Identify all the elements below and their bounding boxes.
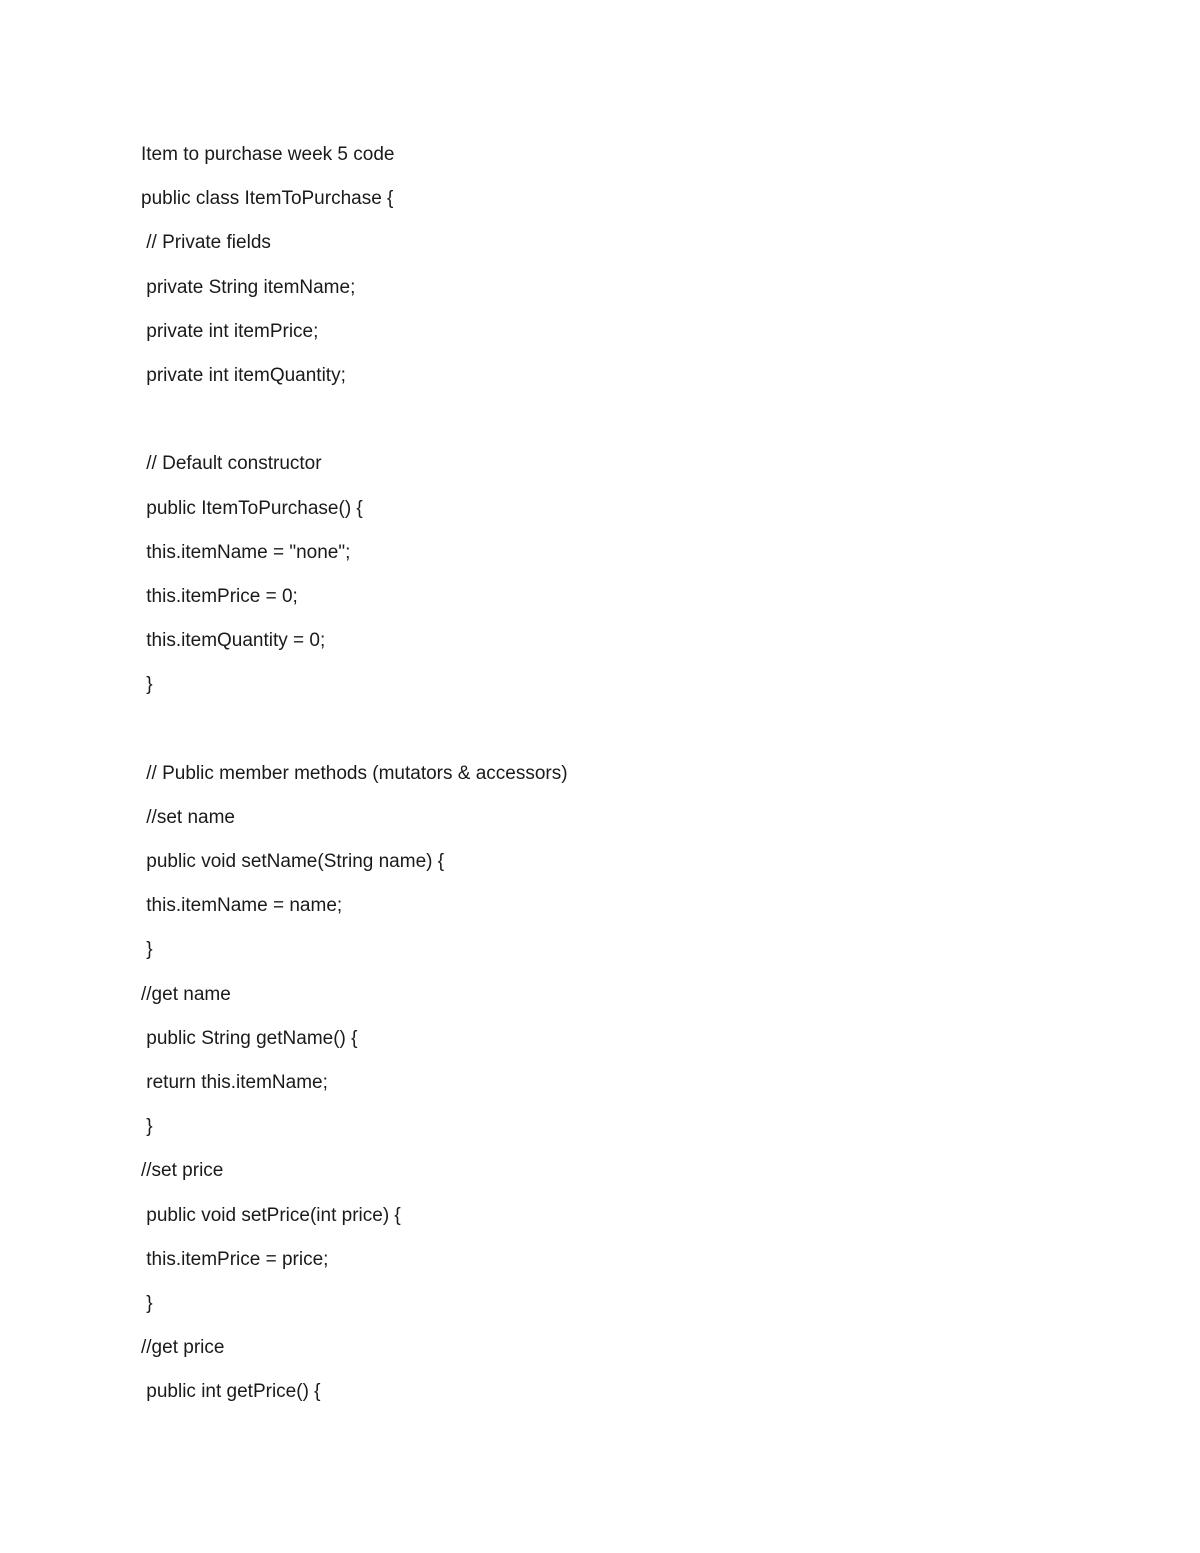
code-line: private int itemPrice; [141,320,319,342]
code-line: //get price [141,1337,225,1359]
code-line: private String itemName; [141,276,356,298]
code-line: this.itemName = "none"; [141,541,351,563]
code-line: } [141,1292,153,1314]
code-line: } [141,1116,153,1138]
code-line: // Private fields [141,232,271,254]
code-line: //set price [141,1160,224,1182]
code-line: this.itemPrice = price; [141,1248,329,1270]
code-line: public void setPrice(int price) { [141,1204,401,1226]
code-line: this.itemName = name; [141,895,343,917]
code-line: public void setName(String name) { [141,851,445,872]
blank-line [141,405,1141,449]
code-line: public ItemToPurchase() { [141,497,363,519]
code-line: //get name [141,983,231,1005]
code-line: this.itemPrice = 0; [141,585,298,607]
blank-line [141,714,1141,758]
code-line: } [141,674,153,696]
code-line: //set name [141,806,235,828]
document-body [141,140,1141,1421]
code-line: public String getName() { [141,1027,358,1049]
document-title: Item to purchase week 5 code [141,144,395,165]
code-line: private int itemQuantity; [141,364,346,386]
code-line: public int getPrice() { [141,1381,321,1403]
code-line: public class ItemToPurchase { [141,188,394,210]
code-line: this.itemQuantity = 0; [141,630,326,652]
code-line: // Public member methods (mutators & accessors) [141,762,568,784]
code-line: } [141,939,153,961]
code-line: return this.itemName; [141,1071,328,1093]
code-line: // Default constructor [141,453,322,475]
